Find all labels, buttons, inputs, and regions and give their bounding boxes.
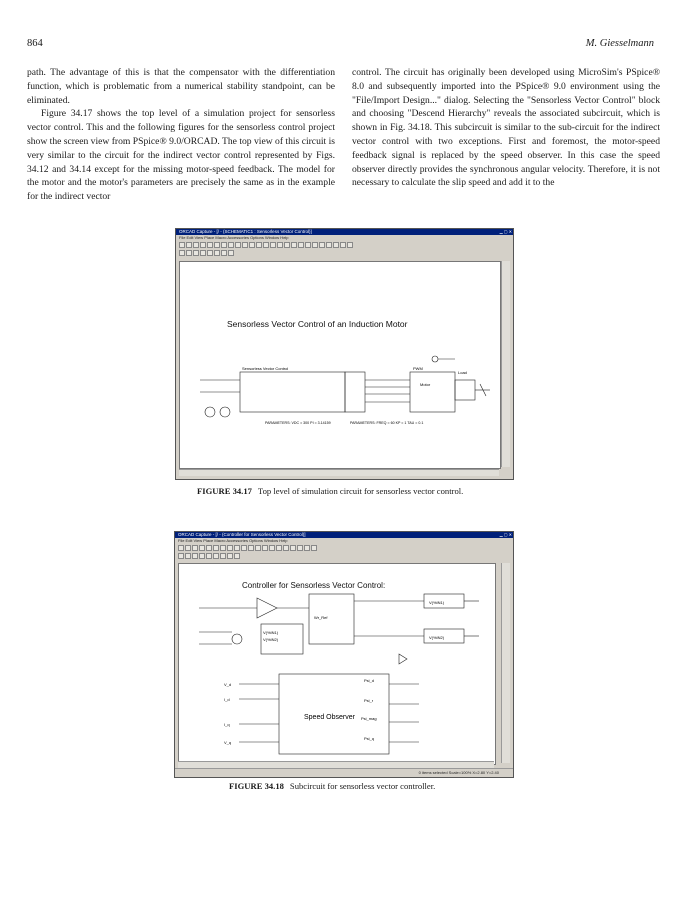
window-titlebar [176, 229, 513, 235]
iq-label: I_q [224, 722, 230, 727]
horizontal-scrollbar[interactable] [178, 761, 494, 768]
vmul1-label: V(%IN1) [263, 630, 279, 635]
parameters-left: PARAMETERS: VDC = 300 PI = 3.14159 [265, 421, 331, 425]
vmul2-right-label: V(%IN2) [429, 635, 445, 640]
psi-q-label: Psi_q [364, 736, 375, 741]
vertical-scrollbar[interactable] [501, 563, 510, 763]
text-column-right [352, 66, 660, 190]
motor-block-label: Motor [420, 382, 431, 387]
toolbar [175, 544, 513, 552]
window-title: ORCAD Capture - [/ - (Controller for Sensorless Vector Control)] [178, 532, 306, 537]
parameters-right: PARAMETERS: FREQ = 60 KP = 1 TAU = 0.1 [350, 421, 424, 425]
toolbar-secondary [175, 552, 513, 560]
schematic-drawing [180, 262, 500, 468]
load-block-label: Load [458, 370, 467, 375]
schematic-title: Controller for Sensorless Vector Control: [242, 581, 386, 590]
paragraph: control. The circuit has originally been developed using MicroSim's PSpice® 8.0 and subsequently imported into the PSpice® 9.0 environment using the "File/Import Design..." dialog. Selecting the "Sensorless Vector Control" block and choosing "Descend Hierarchy" reveals the associated subcircuit, which is shown in Fig. 34.18. This subcircuit is similar to the sub-circuit for the indirect vector control with two exceptions. First and foremost, the motor-speed feedback signal is replaced by the speed observer. In this case the speed observer directly provides the synchronous angular velocity. Therefore, it is not necessary to calculate the slip speed and add it to the [352, 67, 660, 189]
vertical-scrollbar[interactable] [501, 261, 510, 467]
window-controls-icon: ▁ ▢ ✕ [499, 229, 512, 234]
observer-label: Speed Observer [304, 714, 355, 721]
toolbar [176, 241, 513, 249]
figure-caption [197, 486, 463, 496]
caption-label: FIGURE 34.17 [197, 486, 252, 496]
caption-text: Subcircuit for sensorless vector controller. [289, 781, 436, 791]
psi-d-label: Psi_d [364, 678, 375, 683]
inverter-block-label: PWM [413, 366, 423, 371]
vmul2-label: V(%IN2) [263, 637, 279, 642]
vd-label: V_d [224, 682, 232, 687]
page-number: 864 [27, 38, 43, 49]
schematic-canvas [178, 563, 496, 765]
horizontal-scrollbar[interactable] [179, 469, 499, 476]
status-bar: 0 items selected Scale=100% X=2.80 Y=2.40 [175, 768, 513, 777]
schematic-canvas [179, 261, 501, 469]
psi-mag-label: Psi_mag [361, 716, 377, 721]
window-controls-icon: ▁ ▢ ✕ [499, 532, 512, 537]
vmul1-right-label: V(%IN1) [429, 600, 445, 605]
menu-bar: File Edit View Place Macro Accessories Options Window Help [178, 538, 288, 543]
figure-34-17-screenshot [175, 228, 514, 480]
text-column-left [27, 66, 335, 204]
caption-text: Top level of simulation circuit for sensorless vector control. [257, 486, 464, 496]
menu-bar: File Edit View Place Macro Accessories Options Window Help [179, 235, 289, 240]
toolbar-secondary [176, 249, 513, 257]
paragraph: path. The advantage of this is that the compensator with the differentiation function, which is problematic from a numerical stability standpoint, can be eliminated. [27, 67, 335, 106]
schematic-title: Sensorless Vector Control of an Induction Motor [227, 319, 408, 329]
figure-34-18-screenshot [174, 531, 514, 778]
vq-label: V_q [224, 740, 232, 745]
wr-ref-label: Wr_Ref [314, 615, 328, 620]
running-author: M. Giesselmann [585, 38, 654, 49]
figure-caption [229, 781, 435, 791]
caption-label: FIGURE 34.18 [229, 781, 284, 791]
paragraph: Figure 34.17 shows the top level of a simulation project for sensorless vector control. This and the following figures for the sensorless control project show the screen view from PSpice® 9.0/ORCAD. The top view of this circuit is very similar to the circuit for the indirect vector control represented by Figs. 34.12 and 34.14 except for the missing motor-speed feedback. The model for the motor and the motor's parameters are precisely the same as in the example for the indirect vector [27, 108, 335, 203]
window-title: ORCAD Capture - [/ - (SCHEMATIC1 : Sensorless Vector Control)] [179, 229, 312, 234]
psi-r-label: Psi_r [364, 698, 374, 703]
controller-block-label: Sensorless Vector Control [242, 366, 289, 371]
schematic-drawing [179, 564, 495, 764]
id-label: I_d [224, 697, 230, 702]
window-titlebar [175, 532, 513, 538]
